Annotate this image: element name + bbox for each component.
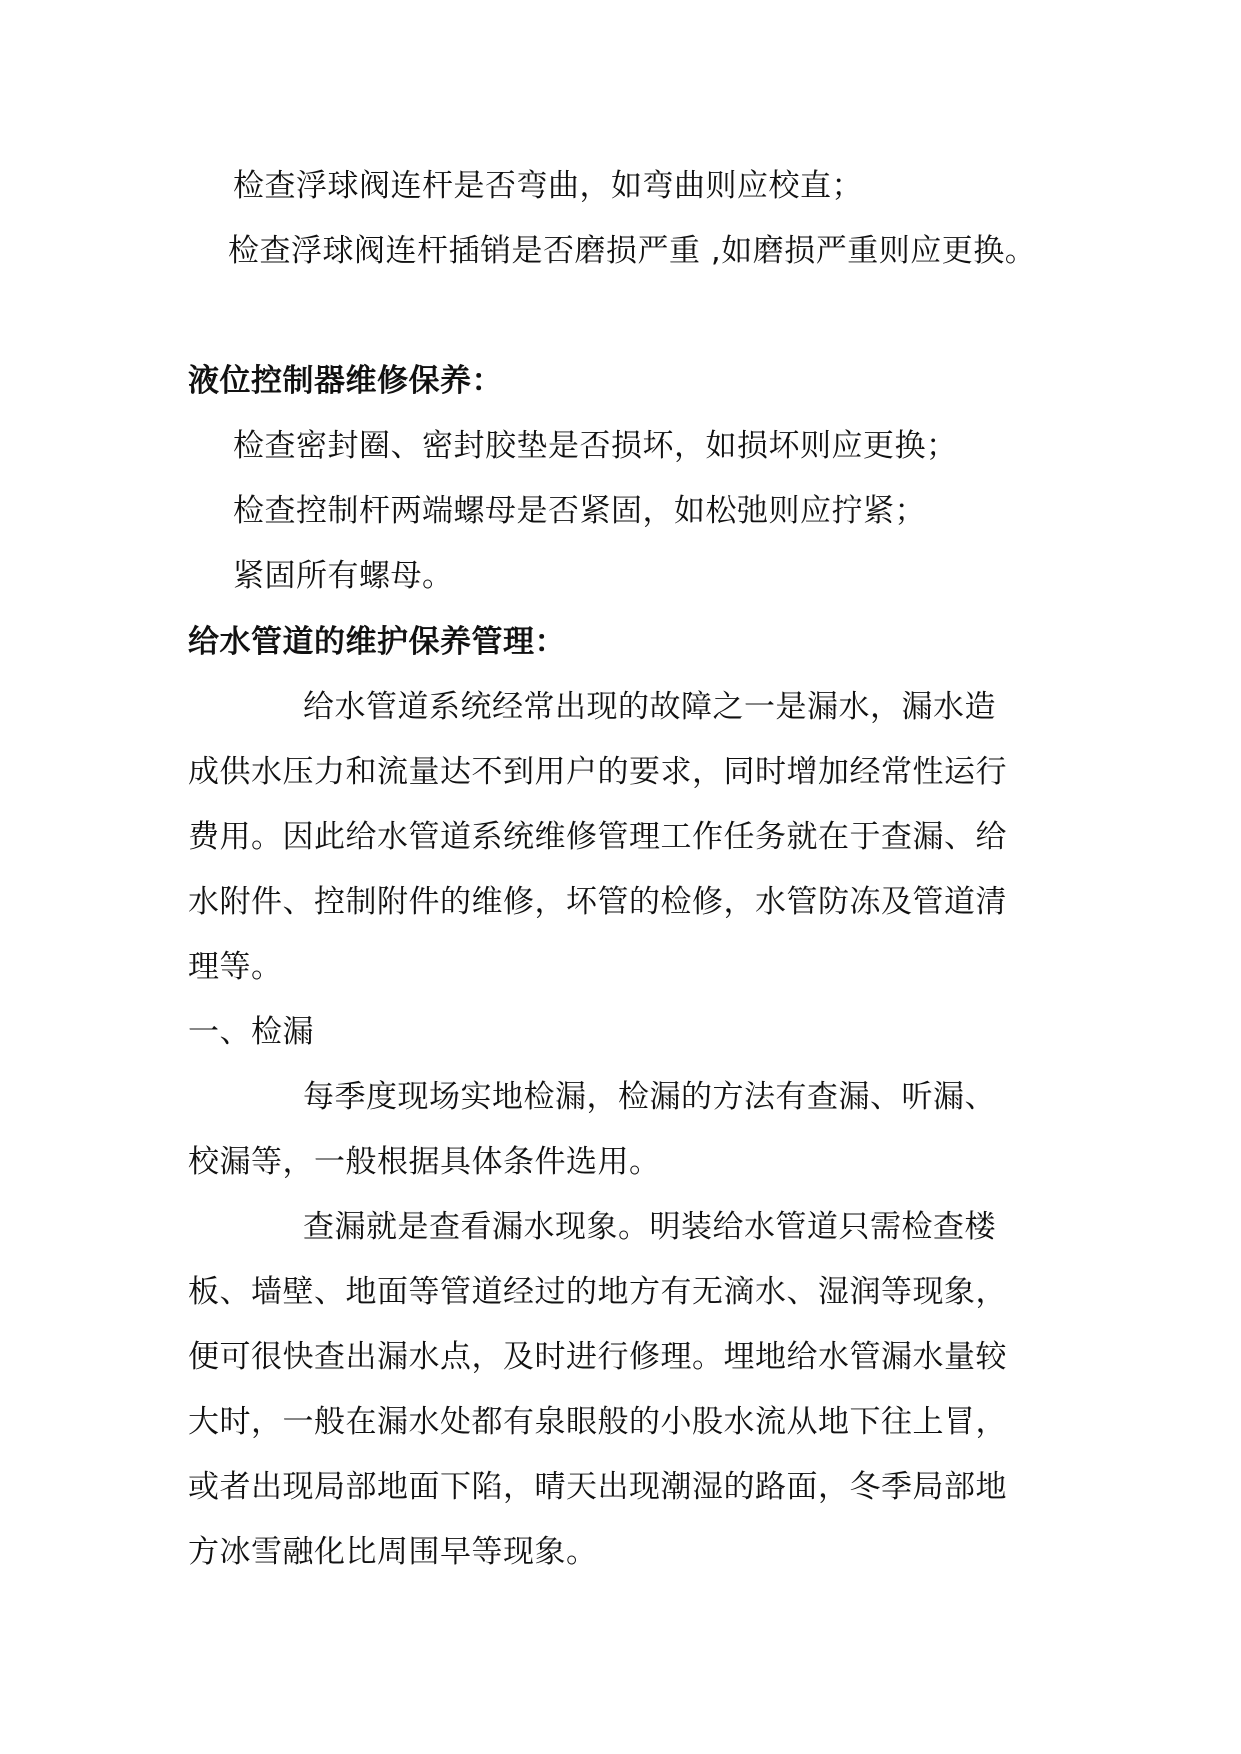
paragraph-line: 给水管道系统经常出现的故障之一是漏水，漏水造 (303, 689, 996, 725)
paragraph-line: 水附件、控制附件的维修，坏管的检修，水管防冻及管道清 (188, 884, 1007, 920)
text-line: 检查浮球阀连杆插销是否磨损严重 ,如磨损严重则应更换。 (228, 233, 1037, 269)
paragraph-line: 方冰雪融化比周围早等现象。 (188, 1534, 598, 1570)
text-line: 检查浮球阀连杆是否弯曲，如弯曲则应校直； (233, 168, 863, 204)
paragraph-line: 板、墙壁、地面等管道经过的地方有无滴水、湿润等现象， (188, 1274, 1007, 1310)
paragraph-line: 理等。 (188, 949, 283, 985)
text-line: 紧固所有螺母。 (233, 558, 454, 594)
section-heading: 给水管道的维护保养管理： (188, 624, 566, 660)
section-heading: 液位控制器维修保养： (188, 363, 503, 399)
paragraph-line: 校漏等，一般根据具体条件选用。 (188, 1144, 661, 1180)
paragraph-line: 成供水压力和流量达不到用户的要求，同时增加经常性运行 (188, 754, 1007, 790)
subsection-title: 一、检漏 (188, 1014, 314, 1050)
paragraph-line: 或者出现局部地面下陷，晴天出现潮湿的路面，冬季局部地 (188, 1469, 1007, 1505)
paragraph-line: 费用。因此给水管道系统维修管理工作任务就在于查漏、给 (188, 819, 1007, 855)
text-line: 检查密封圈、密封胶垫是否损坏，如损坏则应更换； (233, 428, 958, 464)
text-line: 检查控制杆两端螺母是否紧固，如松弛则应拧紧； (233, 493, 926, 529)
paragraph-line: 大时，一般在漏水处都有泉眼般的小股水流从地下往上冒， (188, 1404, 1007, 1440)
paragraph-line: 查漏就是查看漏水现象。明装给水管道只需检查楼 (303, 1209, 996, 1245)
paragraph-line: 便可很快查出漏水点，及时进行修理。埋地给水管漏水量较 (188, 1339, 1007, 1375)
paragraph-line: 每季度现场实地检漏，检漏的方法有查漏、听漏、 (303, 1079, 996, 1115)
